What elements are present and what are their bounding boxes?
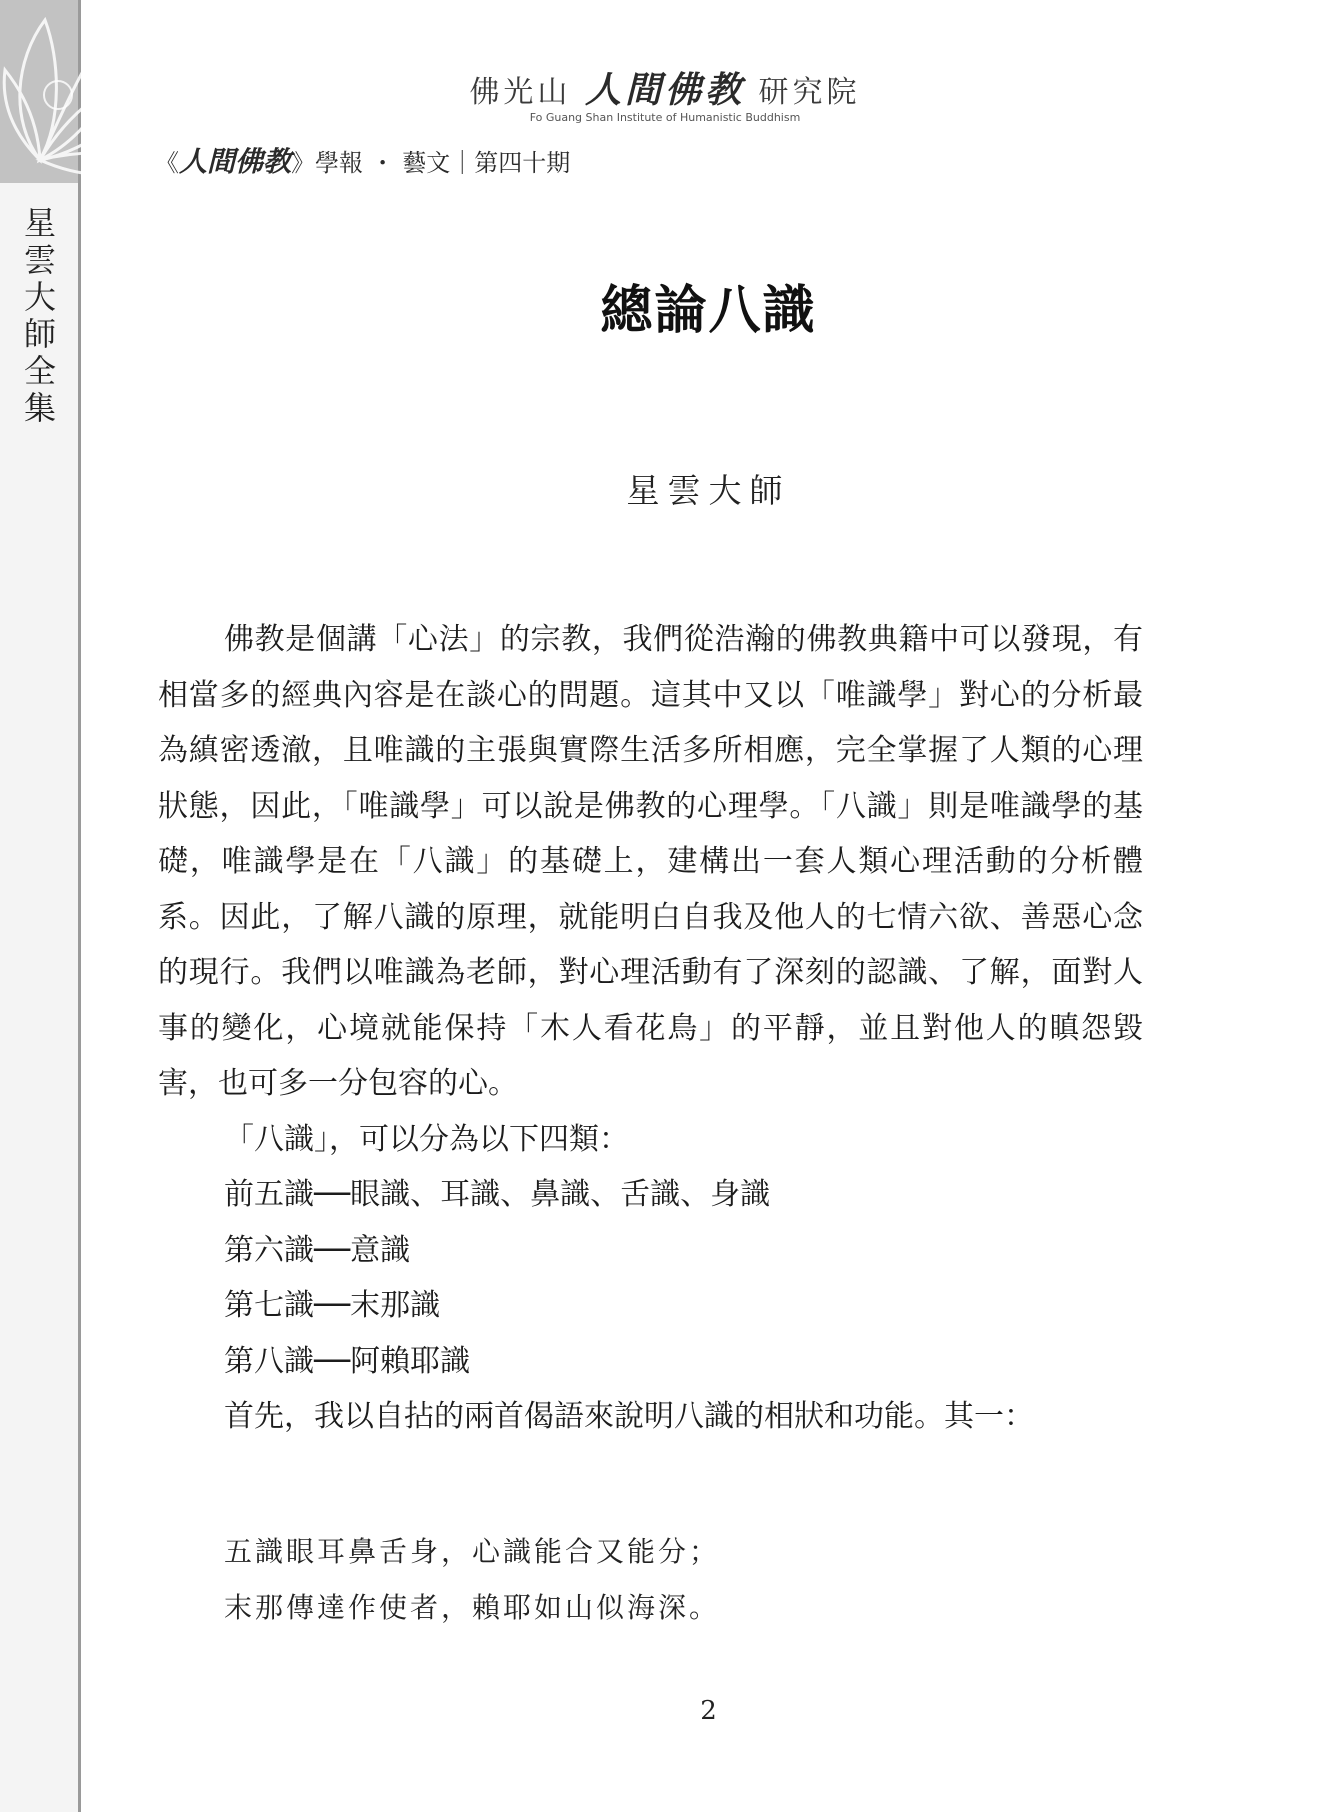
category-item-2: 第六識──意識 <box>224 1232 411 1268</box>
institute-name <box>450 62 880 113</box>
page-number: 2 <box>700 1696 717 1726</box>
verse-block <box>224 1524 720 1636</box>
institute-english-name: Fo Guang Shan Institute of Humanistic Buddhism <box>529 111 801 124</box>
institute-suffix: 研究院 <box>758 75 861 110</box>
paragraph-3: 首先，我以自拈的兩首偈語來說明八識的相狀和功能。其一： <box>224 1399 1034 1434</box>
category-item-4: 第八識──阿賴耶識 <box>224 1343 471 1379</box>
category-item-3: 第七識──末那識 <box>224 1288 441 1323</box>
journal-name: 人間佛教 <box>179 145 292 178</box>
article-title: 總論八識 <box>600 280 817 341</box>
paragraph-2: 「八識」，可以分為以下四類： <box>224 1121 629 1157</box>
verse-line-2: 末那傳達作使者，賴耶如山似海深。 <box>224 1591 721 1624</box>
lotus-flower-icon <box>0 0 175 183</box>
verse-line-1: 五識眼耳鼻舌身，心識能合又能分； <box>224 1535 721 1568</box>
series-title: 星雲大師全集 <box>23 204 56 427</box>
institute-bold: 人間佛教 <box>584 69 745 111</box>
journal-issue: 》學報 ・ 藝文｜第四十期 <box>291 149 571 177</box>
article-author: 星雲大師 <box>626 471 791 510</box>
article-body <box>158 612 1143 1445</box>
journal-line <box>155 140 570 180</box>
journal-open-bracket: 《 <box>155 149 179 177</box>
institute-prefix: 佛光山 <box>469 75 572 110</box>
paragraph-1: 佛教是個講「心法」的宗教，我們從浩瀚的佛教典籍中可以發現，有相當多的經典內容是在談心的問題。這其中又以「唯識學」對心的分析最為縝密透澈，且唯識的主張與實際生活多所相應，完全掌握了人類的心理狀態，因此，「唯識學」可以說是佛教的心理學。「八識」則是唯識學的基礎，唯識學是在「八識」的基礎上，建構出一套人類心理活動的分析體系。因此，了解八識的原理，就能明白自我及他人的七情六欲、善惡心念的現行。我們以唯識為老師，對心理活動有了深刻的認識、了解，面對人事的變化，心境就能保持「木人看花鳥」的平靜，並且對他人的瞋怨毀害，也可多一分包容的心。 <box>158 622 1143 1101</box>
category-item-1: 前五識──眼識、耳識、鼻識、舌識、身識 <box>224 1177 771 1212</box>
